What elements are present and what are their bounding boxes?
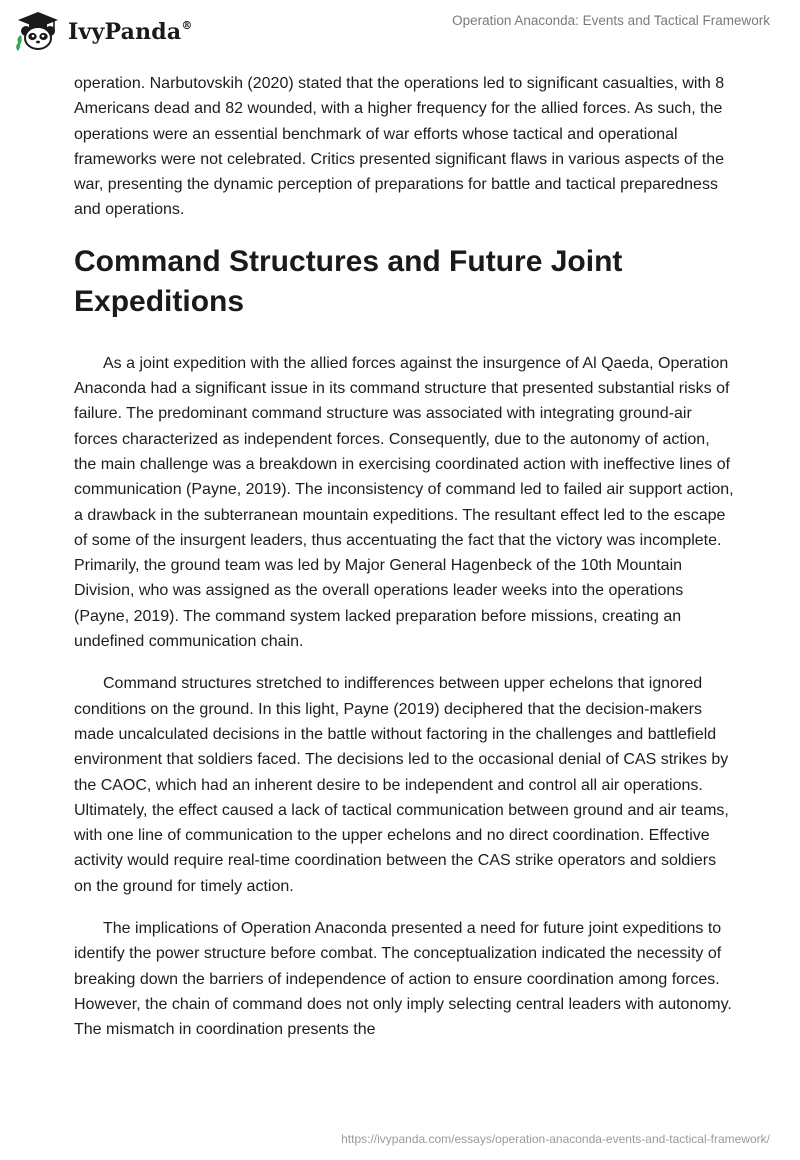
registered-mark: ® bbox=[181, 18, 193, 32]
document-title: Operation Anaconda: Events and Tactical Framework bbox=[452, 13, 770, 28]
body-paragraph: Command structures stretched to indifferences between upper echelons that ignored conditions on the ground. In this light, Payne (2019) deciphered that the decision-makers made uncalculated decisions in the battle without factoring in the challenges and battlefield environment that soldiers faced. The decisions led to the occasional denial of CAS strikes by the CAOC, which had an inherent desire to be independent and control all air operations. Ultimately, the effect caused a lack of tactical communication between ground and air teams, with one line of communication to the upper echelons and no direct coordination. Effective activity would require real-time coordination between the CAS strike operators and soldiers on the ground for timely action. bbox=[74, 675, 729, 895]
body-paragraph: The implications of Operation Anaconda presented a need for future joint expeditions to identify the power structure before combat. The conceptualization indicated the necessity of breaking down the barriers of independence of action to ensure coordination among forces. However, the chain of command does not only imply selecting central leaders with autonomy. The mismatch in coordination presents the bbox=[74, 920, 732, 1039]
page-header bbox=[0, 0, 800, 58]
footer-source-url[interactable]: https://ivypanda.com/essays/operation-anaconda-events-and-tactical-framework/ bbox=[341, 1132, 770, 1146]
intro-paragraph: operation. Narbutovskih (2020) stated that the operations led to significant casualties, with 8 Americans dead and 82 wounded, with a higher frequency for the allied forces. As such, the operations were an essential benchmark of war efforts whose tactical and operational frameworks were not celebrated. Critics presented significant flaws in various aspects of the war, presenting the dynamic perception of preparations for battle and tactical preparedness and operations. bbox=[74, 75, 725, 219]
essay-content bbox=[74, 71, 734, 1060]
brand-name: IvyPanda® bbox=[68, 18, 193, 45]
section-heading: Command Structures and Future Joint Expeditions bbox=[74, 244, 623, 318]
panda-graduate-logo-icon bbox=[14, 11, 62, 51]
ivypanda-logo[interactable] bbox=[14, 9, 193, 53]
body-paragraph: As a joint expedition with the allied forces against the insurgence of Al Qaeda, Operation Anaconda had a significant issue in its command structure that presented substantial risks of failure. The predominant command structure was associated with integrating ground-air forces characterized as independent forces. Consequently, due to the autonomy of action, the main challenge was a breakdown in exercising coordinated action with ineffective lines of communication (Payne, 2019). The inconsistency of command led to failed air support action, a drawback in the subterranean mountain expeditions. The resultant effect led to the escape of some of the insurgent leaders, thus accentuating the fact that the victory was incomplete. Primarily, the ground team was led by Major General Hagenbeck of the 10th Mountain Division, who was assigned as the overall operations leader weeks into the operations (Payne, 2019). The command system lacked preparation before missions, creating an undefined communication chain. bbox=[74, 354, 734, 651]
